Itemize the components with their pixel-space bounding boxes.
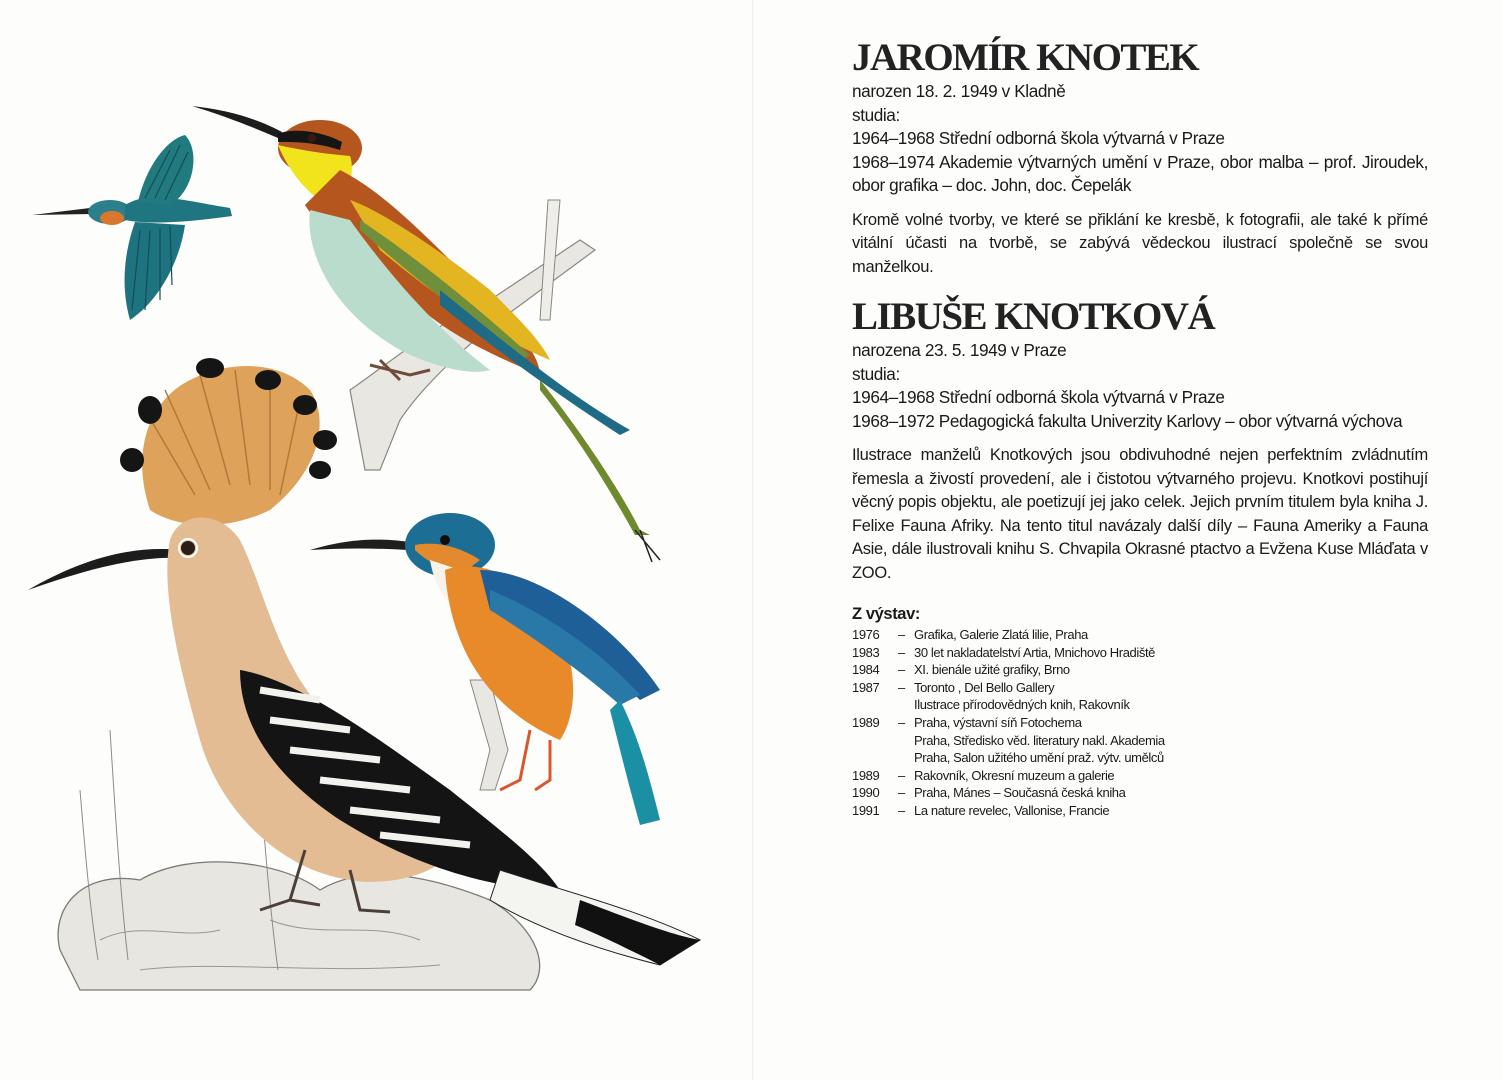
exhibition-year: 1989 [852, 714, 880, 730]
exhibition-dash: – [898, 785, 905, 801]
exhibition-text: 30 let nakladatelství Artia, Mnichovo Hradiště [914, 644, 1156, 660]
exhibition-dash: – [898, 679, 905, 695]
exhibition-dash: – [898, 644, 905, 660]
exhibition-year: 1984 [852, 662, 880, 678]
exhibition-dash: – [898, 662, 905, 678]
studies-label: studia: [852, 363, 900, 384]
exhibition-row [852, 784, 1428, 802]
description: Kromě volné tvorby, ve které se přiklání ke kresbě, k fotografii, ale také k přímé vitální účasti na tvorbě, se zabývá vědeckou ilustrací společně se svou manželkou. [852, 210, 1428, 276]
exhibition-text: Praha, výstavní síň Fotochema [914, 714, 1082, 730]
exhibition-row [852, 661, 1428, 679]
exhibition-dash [898, 732, 914, 750]
exhibition-text: Rakovník, Okresní muzeum a galerie [914, 767, 1115, 783]
exhibition-row [852, 644, 1428, 662]
exhibition-dash: – [898, 627, 905, 642]
exhibition-dash: – [898, 767, 905, 783]
text-page [852, 36, 1428, 820]
exhibition-dash [898, 749, 914, 767]
birth-info: narozen 18. 2. 1949 v Kladně [852, 81, 1066, 101]
exhibition-text: XI. bienále užité grafiky, Brno [914, 662, 1070, 678]
exhibition-text: Praha, Salon užitého umění praž. výtv. umělců [914, 750, 1164, 766]
artist-name: JAROMÍR KNOTEK [852, 36, 1199, 79]
kingfisher-flying [32, 135, 232, 320]
birth-info: narozena 23. 5. 1949 v Praze [852, 340, 1067, 360]
exhibition-row [852, 732, 1428, 750]
exhibition-dash: – [898, 714, 905, 730]
study-entry: 1964–1968 Střední odborná škola výtvarná v Praze [852, 387, 1225, 407]
exhibition-year: 1989 [852, 767, 880, 783]
exhibition-row [852, 714, 1428, 732]
exhibition-text: Grafika, Galerie Zlatá lilie, Praha [914, 627, 1088, 642]
exhibition-row [852, 802, 1428, 820]
study-entry: 1964–1968 Střední odborná škola výtvarná v Praze [852, 128, 1225, 148]
study-entry: 1968–1974 Akademie výtvarných umění v Praze, obor malba – prof. Jiroudek, obor grafika – doc. John, doc. Čepelák [852, 151, 1428, 195]
exhibition-year: 1976 [852, 627, 880, 642]
exhibition-year [852, 696, 898, 714]
exhibition-row [852, 696, 1428, 714]
exhibition-dash: – [898, 802, 905, 818]
page-gutter [752, 0, 754, 1080]
exhibition-text: Praha, Středisko věd. literatury nakl. Akademia [914, 732, 1165, 748]
exhibition-row [852, 767, 1428, 785]
exhibition-list [852, 626, 1428, 820]
exhibition-text: La nature revelec, Vallonise, Francie [914, 802, 1110, 818]
exhibition-year [852, 732, 898, 750]
exhibition-year: 1990 [852, 785, 880, 801]
exhibitions [852, 605, 1428, 820]
exhibition-dash [898, 696, 914, 714]
artist-libuse-knotkova [852, 295, 1428, 585]
bird-illustration [20, 90, 720, 1010]
exhibition-year: 1983 [852, 644, 880, 660]
exhibition-text: Praha, Mánes – Současná česká kniha [914, 785, 1126, 801]
exhibitions-title: Z výstav: [852, 605, 920, 623]
exhibition-text: Ilustrace přírodovědných knih, Rakovník [914, 697, 1130, 713]
exhibition-row [852, 626, 1428, 644]
artist-name: LIBUŠE KNOTKOVÁ [852, 295, 1215, 338]
studies-label: studia: [852, 104, 900, 125]
exhibition-year: 1987 [852, 679, 880, 695]
artist-jaromir-knotek [852, 36, 1428, 279]
exhibition-text: Toronto , Del Bello Gallery [914, 679, 1055, 695]
exhibition-row [852, 679, 1428, 697]
description: Ilustrace manželů Knotkových jsou obdivuhodné nejen perfektním zvládnutím řemesla a živostí provedení, ale i čistotou výtvarného projevu. Knotkovi postihují věcný popis objektu, ale poetizují jej jako celek. Jejich prvním titulem byla kniha J. Felixe Fauna Afriky. Na tento titul navázaly další díly – Fauna Ameriky a Fauna Asie, dále ilustrovali knihu S. Chvapila Okrasné ptactvo a Evžena Kuse Mláďata v ZOO. [852, 446, 1428, 582]
study-entry: 1968–1972 Pedagogická fakulta Univerzity Karlovy – obor výtvarná výchova [852, 410, 1403, 431]
exhibition-row [852, 749, 1428, 767]
exhibition-year: 1991 [852, 802, 880, 818]
exhibition-year [852, 749, 898, 767]
